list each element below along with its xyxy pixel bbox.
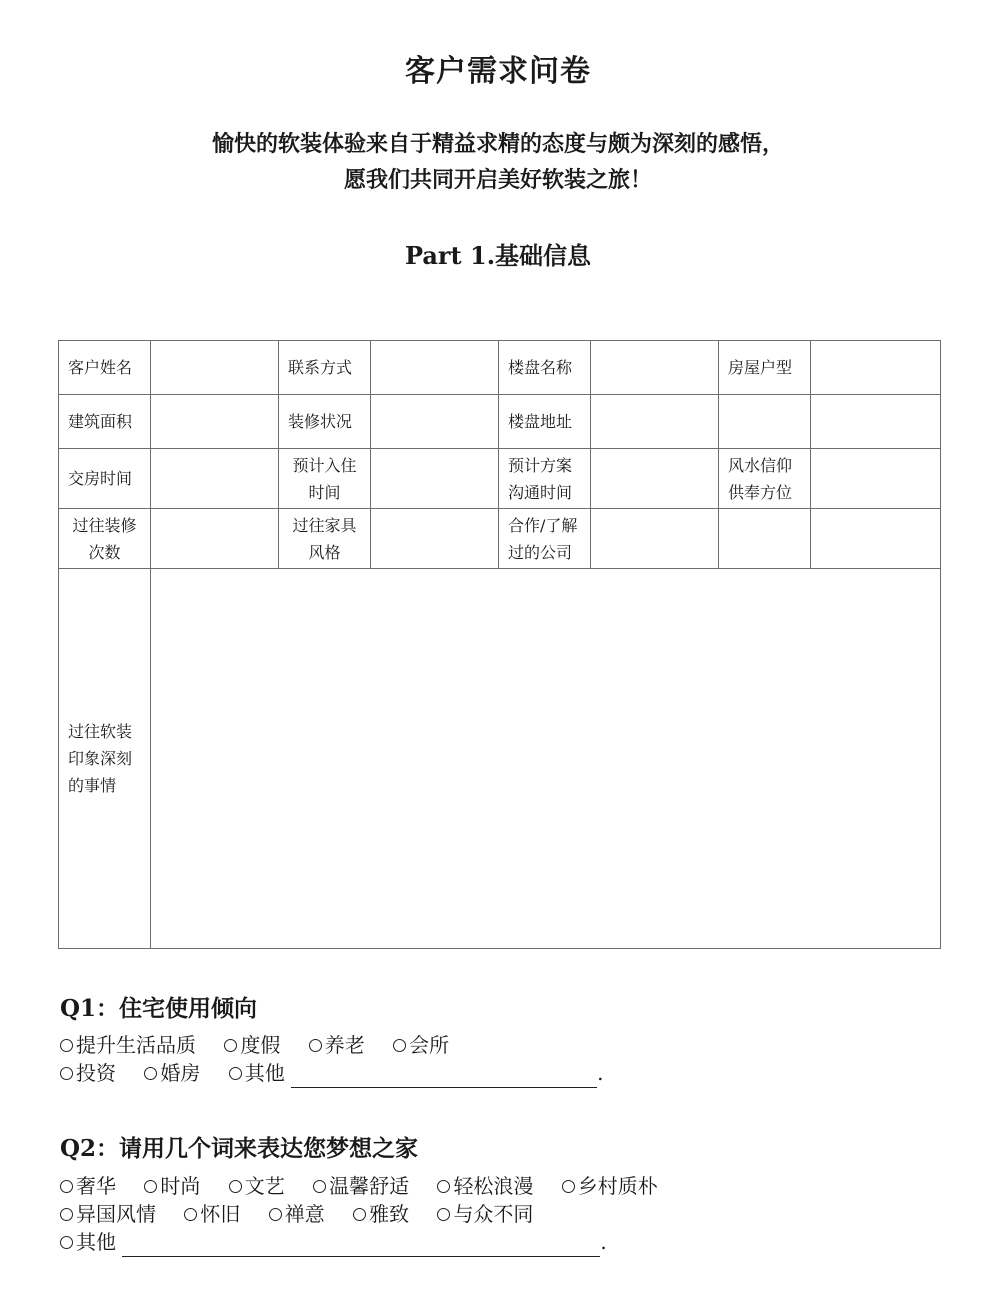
field-label: 预计方案 沟通时间 bbox=[499, 449, 591, 509]
field-input[interactable] bbox=[151, 395, 279, 449]
end-mark: . bbox=[600, 1230, 607, 1254]
radio-icon[interactable] bbox=[562, 1180, 575, 1193]
radio-icon[interactable] bbox=[393, 1039, 406, 1052]
q2-option[interactable]: 怀旧 bbox=[184, 1200, 240, 1229]
q1-title: Q1：住宅使用倾向 bbox=[60, 995, 258, 1022]
q1-other-input[interactable] bbox=[291, 1067, 597, 1088]
impression-input[interactable] bbox=[151, 569, 941, 949]
page-title: 客户需求问卷 bbox=[405, 54, 591, 89]
q1-option[interactable]: 婚房 bbox=[144, 1059, 200, 1088]
field-input[interactable] bbox=[371, 341, 499, 395]
intro-line-1: 愉快的软装体验来自于精益求精的态度与颇为深刻的感悟， bbox=[211, 131, 784, 157]
field-input[interactable] bbox=[811, 509, 941, 569]
field-input[interactable] bbox=[591, 509, 719, 569]
field-input[interactable] bbox=[591, 449, 719, 509]
field-label: 交房时间 bbox=[59, 449, 151, 509]
field-label: 房屋户型 bbox=[719, 341, 811, 395]
intro-line-2: 愿我们共同开启美好软装之旅！ bbox=[343, 167, 652, 193]
field-input[interactable] bbox=[371, 395, 499, 449]
field-input[interactable] bbox=[151, 509, 279, 569]
field-label: 楼盘名称 bbox=[499, 341, 591, 395]
field-input[interactable] bbox=[811, 449, 941, 509]
q1-option[interactable]: 会所 bbox=[393, 1031, 449, 1060]
radio-icon[interactable] bbox=[437, 1208, 450, 1221]
field-label bbox=[719, 509, 811, 569]
field-input[interactable] bbox=[591, 341, 719, 395]
radio-icon[interactable] bbox=[224, 1039, 237, 1052]
q1-option[interactable]: 投资 bbox=[60, 1059, 116, 1088]
radio-icon[interactable] bbox=[144, 1180, 157, 1193]
field-label: 装修状况 bbox=[279, 395, 371, 449]
q2-option[interactable]: 时尚 bbox=[144, 1172, 200, 1201]
q2-option[interactable]: 异国风情 bbox=[60, 1200, 156, 1229]
radio-icon[interactable] bbox=[313, 1180, 326, 1193]
end-mark: . bbox=[597, 1061, 604, 1085]
q2-option[interactable]: 温馨舒适 bbox=[313, 1172, 409, 1201]
radio-icon[interactable] bbox=[269, 1208, 282, 1221]
q2-option[interactable]: 雅致 bbox=[353, 1200, 409, 1229]
field-label: 合作/了解 过的公司 bbox=[499, 509, 591, 569]
q2-options-line-3 bbox=[60, 1228, 607, 1257]
q2-option[interactable]: 与众不同 bbox=[437, 1200, 533, 1229]
table-row bbox=[59, 395, 941, 449]
q1-option-other[interactable]: 其他 bbox=[229, 1059, 285, 1088]
radio-icon[interactable] bbox=[60, 1208, 73, 1221]
radio-icon[interactable] bbox=[229, 1180, 242, 1193]
radio-icon[interactable] bbox=[353, 1208, 366, 1221]
field-label: 联系方式 bbox=[279, 341, 371, 395]
field-label: 楼盘地址 bbox=[499, 395, 591, 449]
q2-option[interactable]: 禅意 bbox=[269, 1200, 325, 1229]
field-label: 客户姓名 bbox=[59, 341, 151, 395]
basic-info-table bbox=[58, 340, 941, 949]
field-label: 预计入住 时间 bbox=[279, 449, 371, 509]
q2-option[interactable]: 奢华 bbox=[60, 1172, 116, 1201]
field-label bbox=[719, 395, 811, 449]
q2-option[interactable]: 轻松浪漫 bbox=[437, 1172, 533, 1201]
field-label: 过往家具 风格 bbox=[279, 509, 371, 569]
part-title: Part 1.基础信息 bbox=[404, 241, 592, 270]
q2-title: Q2：请用几个词来表达您梦想之家 bbox=[60, 1135, 419, 1162]
field-label: 建筑面积 bbox=[59, 395, 151, 449]
field-input[interactable] bbox=[811, 341, 941, 395]
q2-option[interactable]: 乡村质朴 bbox=[562, 1172, 658, 1201]
radio-icon[interactable] bbox=[60, 1180, 73, 1193]
q2-option[interactable]: 文艺 bbox=[229, 1172, 285, 1201]
q1-option[interactable]: 度假 bbox=[224, 1031, 280, 1060]
radio-icon[interactable] bbox=[229, 1067, 242, 1080]
q2-options-line-1 bbox=[60, 1172, 680, 1201]
field-input[interactable] bbox=[151, 341, 279, 395]
table-row bbox=[59, 569, 941, 949]
q1-option[interactable]: 提升生活品质 bbox=[60, 1031, 196, 1060]
radio-icon[interactable] bbox=[184, 1208, 197, 1221]
radio-icon[interactable] bbox=[60, 1236, 73, 1249]
field-label: 风水信仰 供奉方位 bbox=[719, 449, 811, 509]
radio-icon[interactable] bbox=[309, 1039, 322, 1052]
radio-icon[interactable] bbox=[437, 1180, 450, 1193]
table-row bbox=[59, 509, 941, 569]
radio-icon[interactable] bbox=[60, 1039, 73, 1052]
impression-label: 过往软装 印象深刻 的事情 bbox=[59, 569, 151, 949]
table-row bbox=[59, 341, 941, 395]
field-label: 过往装修 次数 bbox=[59, 509, 151, 569]
q1-options-line-1 bbox=[60, 1031, 471, 1060]
field-input[interactable] bbox=[591, 395, 719, 449]
table-row bbox=[59, 449, 941, 509]
q1-option[interactable]: 养老 bbox=[309, 1031, 365, 1060]
intro-text bbox=[0, 126, 996, 198]
q1-options-line-2 bbox=[60, 1059, 603, 1088]
q2-options-line-2 bbox=[60, 1200, 555, 1229]
radio-icon[interactable] bbox=[60, 1067, 73, 1080]
field-input[interactable] bbox=[371, 449, 499, 509]
q2-option-other[interactable]: 其他 bbox=[60, 1228, 116, 1257]
field-input[interactable] bbox=[811, 395, 941, 449]
field-input[interactable] bbox=[151, 449, 279, 509]
radio-icon[interactable] bbox=[144, 1067, 157, 1080]
q2-other-input[interactable] bbox=[122, 1236, 600, 1257]
field-input[interactable] bbox=[371, 509, 499, 569]
